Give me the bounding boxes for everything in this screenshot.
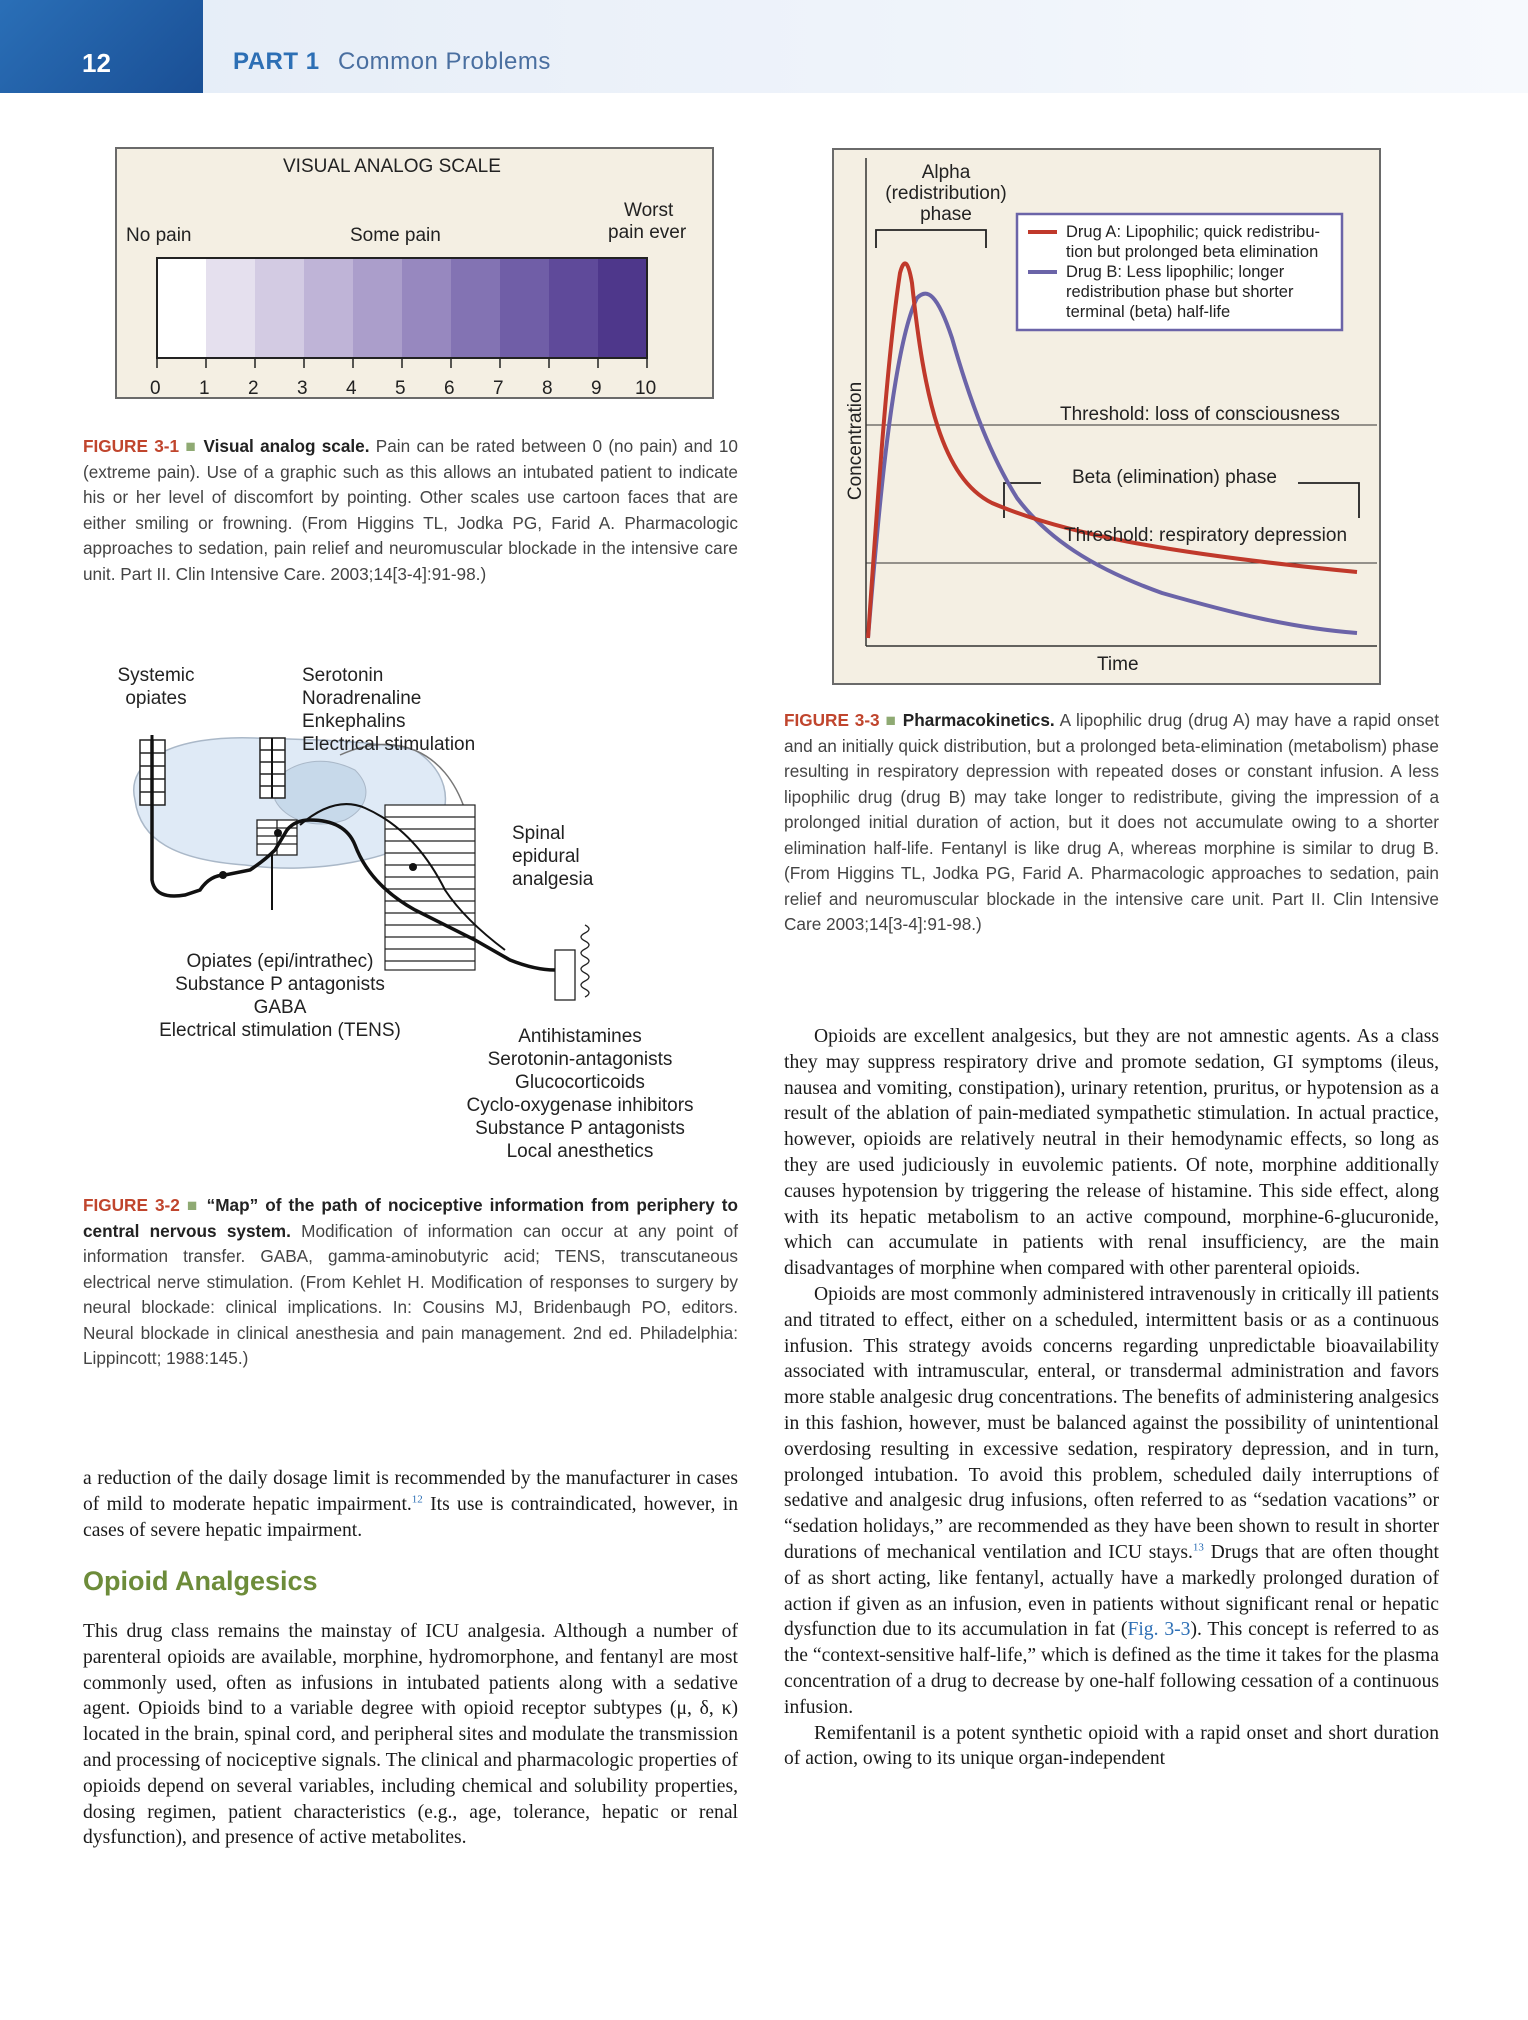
opioid-paragraph-text: This drug class remains the mainstay of ICU analgesia. Although a number of parenteral opioids are available, morphine, hydromorphone, and fentanyl are most commonly used, often as infusions in intubated patients along with a sedative agent. Opioids bind to a variable degree with opioid receptor subtypes (μ, δ, κ) located in the brain, spinal cord, and peripheral sites and modulate the transmission and processing of nociceptive signals. The clinical and pharmacologic properties of opioids depend on several variables, including chemical and solubility properties, dosing regimen, patient characteristics (e.g., age, tolerance, hepatic or renal dysfunction), and presence of active metabolites. bbox=[83, 1621, 738, 1849]
caption-number: FIGURE 3-2 bbox=[83, 1195, 180, 1215]
page-header bbox=[0, 0, 1528, 93]
scale-tick-4: 4 bbox=[346, 378, 357, 399]
alpha-1: Alpha bbox=[921, 162, 971, 183]
scale-tick-6: 6 bbox=[444, 378, 455, 399]
figure-3-1-caption bbox=[83, 434, 738, 587]
page-number: 12 bbox=[82, 48, 111, 78]
threshold-respiratory-label: Threshold: respiratory depression bbox=[1064, 525, 1348, 546]
label-bottom-right bbox=[440, 1025, 720, 1163]
continued-text-a: a reduction of the daily dosage limit is recommended by the manufacturer in cases of mild to moderate hepatic impairment. bbox=[83, 1468, 738, 1515]
label-bottom-left-1: Opiates (epi/intrathec) bbox=[186, 951, 374, 972]
scale-gradient-bar bbox=[115, 147, 714, 399]
right-paragraph-3: Remifentanil is a potent synthetic opioid with a rapid onset and short duration of action, owing to its unique organ-independent bbox=[784, 1722, 1439, 1770]
legend-drug-b-3: terminal (beta) half-life bbox=[1066, 303, 1231, 321]
label-bottom-left-2: Substance P antagonists bbox=[175, 974, 385, 995]
figure-3-3-caption bbox=[784, 708, 1439, 938]
para2-text-b: Drugs that are often thought of as short acting, like fentanyl, actually have a markedly prolonged duration of action if given as an infusion, even in patients without significant renal or hepatic dysfunction due to its accumulation in fat ( bbox=[784, 1541, 1439, 1641]
scale-tick-1: 1 bbox=[199, 378, 210, 399]
scale-title: VISUAL ANALOG SCALE bbox=[283, 156, 501, 177]
legend-drug-a-1: Drug A: Lipophilic; quick redistribu- bbox=[1066, 223, 1321, 241]
page-number-box bbox=[0, 0, 203, 93]
reference-12[interactable]: 12 bbox=[411, 1493, 423, 1506]
alpha-phase-label bbox=[878, 162, 1014, 225]
caption-number: FIGURE 3-1 bbox=[83, 436, 180, 456]
caption-title: “Map” of the path of nociceptive information from periphery to central nervous system. bbox=[83, 1195, 738, 1241]
para2-text-c: ). This concept is referred to as the “context-sensitive half-life,” which is defined as the time it takes for the plasma concentration of a drug to decrease by one-half following cessation of a continuous infusion. bbox=[784, 1619, 1440, 1718]
para2-text-a: Opioids are most commonly administered intravenously in critically ill patients and titrated to effect, either on a scheduled, intermittent basis or as a continuous infusion. This strategy avoids concerns regarding unpredictable bioavailability associated with intramuscular, enteral, or transdermal administration and favors more stable analgesic drug concentrations. The benefits of administering analgesics in this fashion, however, must be balanced against the possibility of unintentional overdosing resulting in excessive sedation, respiratory depression, and in turn, prolonged intubation. To avoid this problem, scheduled daily interruptions of sedative and analgesic drug infusions, often referred to as “sedation vacations” or “sedation holidays,” are recommended as they have been shown to result in shorter durations of mechanical ventilation and ICU stays. bbox=[784, 1283, 1439, 1563]
label-top-3: Enkephalins bbox=[302, 711, 406, 732]
section-heading-opioid-analgesics: Opioid Analgesics bbox=[83, 1566, 318, 1596]
label-spinal-1: Spinal bbox=[512, 823, 565, 844]
scale-tick-0: 0 bbox=[150, 378, 161, 399]
part-title: Common Problems bbox=[338, 48, 551, 75]
scale-tick-10: 10 bbox=[635, 378, 657, 399]
scale-tick-3: 3 bbox=[297, 378, 308, 399]
reference-13[interactable]: 13 bbox=[1192, 1541, 1204, 1554]
label-systemic-opiates bbox=[116, 664, 196, 710]
x-axis-label: Time bbox=[1097, 654, 1139, 675]
caption-text: Modification of information can occur at any point of information transfer. GABA, gamma-aminobutyric acid; TENS, transcutaneous electrical nerve stimulation. (From Kehlet H. Modification of responses to surgery by neural blockade: clinical implications. In: Cousins MJ, Bridenbaugh PO, editors. Neural blockade in clinical anesthesia and pain management. 2nd ed. Philadelphia: Lippincott; 1988:145.) bbox=[83, 1220, 738, 1368]
figure-3-3-link[interactable]: Fig. 3-3 bbox=[1127, 1619, 1191, 1641]
label-bottom-right-6: Local anesthetics bbox=[506, 1141, 654, 1162]
label-spinal-3: analgesia bbox=[512, 869, 594, 890]
scale-label-worst-2: pain ever bbox=[608, 222, 687, 243]
continued-text-b: Its use is contraindicated, however, in cases of severe hepatic impairment. bbox=[83, 1493, 738, 1541]
legend-drug-a-2: tion but prolonged beta elimination bbox=[1066, 243, 1319, 261]
caption-square-icon: ■ bbox=[885, 710, 897, 730]
scale-tick-5: 5 bbox=[395, 378, 406, 399]
label-spinal-epidural bbox=[512, 822, 593, 891]
legend-text bbox=[1066, 222, 1320, 322]
caption-title: Pharmacokinetics. bbox=[902, 710, 1055, 730]
scale-label-worst-1: Worst bbox=[624, 200, 674, 221]
left-continued-paragraph bbox=[83, 1466, 738, 1543]
caption-square-icon: ■ bbox=[186, 1195, 200, 1215]
scale-label-some-pain: Some pain bbox=[350, 225, 441, 246]
right-column-body bbox=[784, 1024, 1439, 1772]
label-bottom-left bbox=[120, 950, 440, 1042]
label-systemic-1: Systemic bbox=[117, 665, 195, 686]
y-axis-label: Concentration bbox=[845, 381, 866, 501]
caption-text: A lipophilic drug (drug A) may have a rapid onset and an initially quick distribution, but a prolonged beta-elimination (metabolism) phase resulting in respiratory depression with repeated doses or constant infusion. A less lipophilic drug (drug B) may take longer to redistribute, giving the impression of a prolonged initial duration of action, but it does not accumulate owing to a shorter elimination half-life. Fentanyl is like drug A, whereas morphine is similar to drug B. (From Higgins TL, Jodka PG, Farid A. Pharmacologic approaches to sedation, pain relief and neuromuscular blockade in the intensive care unit. Part II. Clin Intensive Care 2003;14[3-4]:91-98.) bbox=[784, 710, 1439, 934]
scale-label-no-pain: No pain bbox=[126, 225, 192, 246]
caption-title: Visual analog scale. bbox=[203, 436, 370, 456]
alpha-2: (redistribution) bbox=[885, 183, 1007, 204]
alpha-3: phase bbox=[920, 204, 972, 225]
scale-tick-2: 2 bbox=[248, 378, 259, 399]
label-bottom-left-3: GABA bbox=[253, 997, 307, 1018]
label-bottom-right-4: Cyclo-oxygenase inhibitors bbox=[466, 1095, 694, 1116]
label-bottom-right-3: Glucocorticoids bbox=[515, 1072, 645, 1093]
label-bottom-right-2: Serotonin-antagonists bbox=[487, 1049, 673, 1070]
label-bottom-right-1: Antihistamines bbox=[518, 1026, 642, 1047]
right-paragraph-1: Opioids are excellent analgesics, but they are not amnestic agents. As a class they may suppress respiratory drive and promote sedation, GI symptoms (ileus, nausea and vomiting, constipation), urinary retention, pruritus, or hypotension as a result of the ablation of pain-mediated sympathetic stimulation. In actual practice, however, opioids are relatively neutral in their hemodynamic effects, so long as they are used judiciously in euvolemic patients. Of note, morphine additionally causes hypotension by triggering the release of histamine. This side effect, along with its hepatic metabolism to an active compound, morphine-6-glucuronide, which can accumulate in patients with renal insufficiency, are the main disadvantages of morphine when compared with other parenteral opioids. bbox=[784, 1026, 1439, 1280]
figure-3-2-caption bbox=[83, 1193, 738, 1372]
scale-tick-8: 8 bbox=[542, 378, 553, 399]
label-bottom-left-4: Electrical stimulation (TENS) bbox=[159, 1020, 401, 1041]
label-top-4: Electrical stimulation bbox=[302, 734, 476, 755]
caption-number: FIGURE 3-3 bbox=[784, 710, 880, 730]
label-top-2: Noradrenaline bbox=[302, 688, 422, 709]
opioid-analgesics-paragraph bbox=[83, 1619, 738, 1851]
scale-tick-9: 9 bbox=[591, 378, 602, 399]
caption-square-icon: ■ bbox=[185, 436, 198, 456]
scale-tick-7: 7 bbox=[493, 378, 504, 399]
label-top-modulators bbox=[302, 664, 475, 756]
threshold-consciousness-label: Threshold: loss of consciousness bbox=[1060, 404, 1340, 425]
label-top-1: Serotonin bbox=[302, 665, 384, 686]
label-spinal-2: epidural bbox=[512, 846, 580, 867]
legend-drug-b-2: redistribution phase but shorter bbox=[1066, 283, 1294, 301]
label-systemic-2: opiates bbox=[125, 688, 187, 709]
part-label: PART 1 bbox=[233, 48, 320, 75]
beta-phase-label: Beta (elimination) phase bbox=[1072, 467, 1277, 488]
right-paragraph-2 bbox=[784, 1282, 1439, 1721]
label-bottom-right-5: Substance P antagonists bbox=[475, 1118, 685, 1139]
caption-text: Pain can be rated between 0 (no pain) and 10 (extreme pain). Use of a graphic such as this allows an intubated patient to indicate his or her level of discomfort by pointing. Other scales use cartoon faces that are either smiling or frowning. (From Higgins TL, Jodka PG, Farid A. Pharmacologic approaches to sedation, pain relief and neuromuscular blockade in the intensive care unit. Part II. Clin Intensive Care. 2003;14[3-4]:91-98.) bbox=[83, 436, 738, 584]
legend-drug-b-1: Drug B: Less lipophilic; longer bbox=[1066, 263, 1285, 281]
